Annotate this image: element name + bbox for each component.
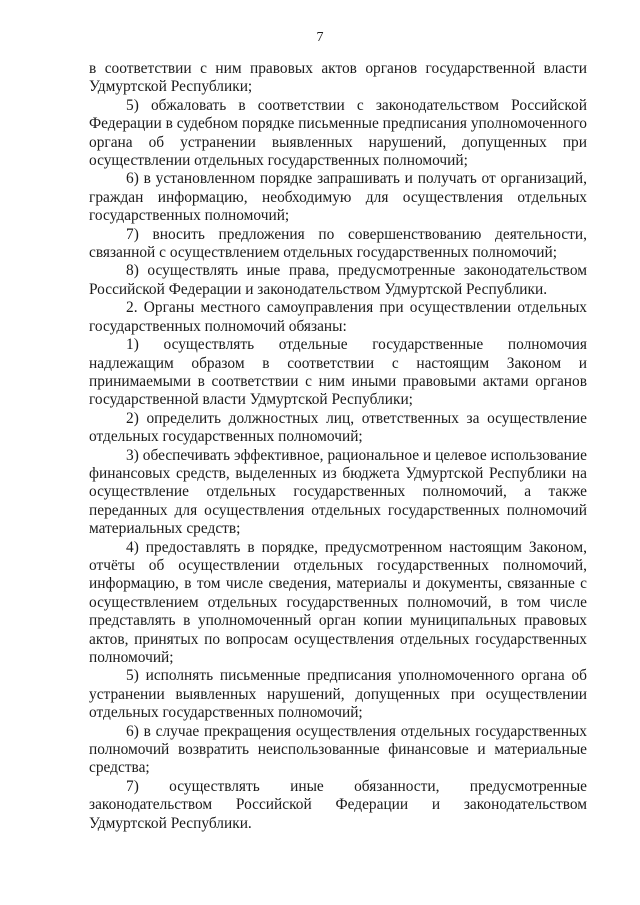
- paragraph-duty-4: 4) предоставлять в порядке, предусмотренном настоящим Законом, отчёты об осуществлении отдельных государственных полномочий, информацию, в том числе сведения, материалы и документы, связанные с осуществлением отдельных государственных полномочий, в том числе представлять в уполномоченный орган копии муниципальных правовых актов, принятых по вопросам осуществления отдельных государственных полномочий;: [89, 538, 587, 666]
- paragraph-right-7: 7) вносить предложения по совершенствованию деятельности, связанной с осуществлением отдельных государственных полномочий;: [89, 225, 587, 262]
- paragraph-duty-1: 1) осуществлять отдельные государственные полномочия надлежащим образом в соответствии с настоящим Законом и принимаемыми в соответствии с ним иными правовыми актами органов государственной власти Удмуртской Республики;: [89, 336, 587, 409]
- paragraph-duty-6: 6) в случае прекращения осуществления отдельных государственных полномочий возвратить неиспользованные финансовые и материальные средства;: [89, 722, 587, 777]
- paragraph-continuation: в соответствии с ним правовых актов органов государственной власти Удмуртской Республики;: [89, 60, 587, 96]
- paragraph-duty-3: 3) обеспечивать эффективное, рациональное и целевое использование финансовых средств, выделенных из бюджета Удмуртской Республики на осуществление отдельных государственных полномочий, а также переданных для осуществления отдельных государственных полномочий материальных средств;: [89, 446, 587, 538]
- paragraph-right-6: 6) в установленном порядке запрашивать и получать от организаций, граждан информацию, необходимую для осуществления отдельных государственных полномочий;: [89, 170, 587, 225]
- document-body: [89, 60, 587, 833]
- page-number: 7: [316, 30, 324, 45]
- paragraph-section-2: 2. Органы местного самоуправления при осуществлении отдельных государственных полномочий обязаны:: [89, 299, 587, 335]
- paragraph-right-5: 5) обжаловать в соответствии с законодательством Российской Федерации в судебном порядке письменные предписания уполномоченного органа об устранении выявленных нарушений, допущенных при осуществлении отдельных государственных полномочий;: [89, 96, 587, 170]
- paragraph-right-8: 8) осуществлять иные права, предусмотренные законодательством Российской Федерации и законодательством Удмуртской Республики.: [89, 262, 587, 298]
- paragraph-duty-5: 5) исполнять письменные предписания уполномоченного органа об устранении выявленных нарушений, допущенных при осуществлении отдельных государственных полномочий;: [89, 667, 587, 722]
- paragraph-duty-2: 2) определить должностных лиц, ответственных за осуществление отдельных государственных полномочий;: [89, 409, 587, 446]
- paragraph-duty-7: 7) осуществлять иные обязанности, предусмотренные законодательством Российской Федерации и законодательством Удмуртской Республики.: [89, 777, 587, 832]
